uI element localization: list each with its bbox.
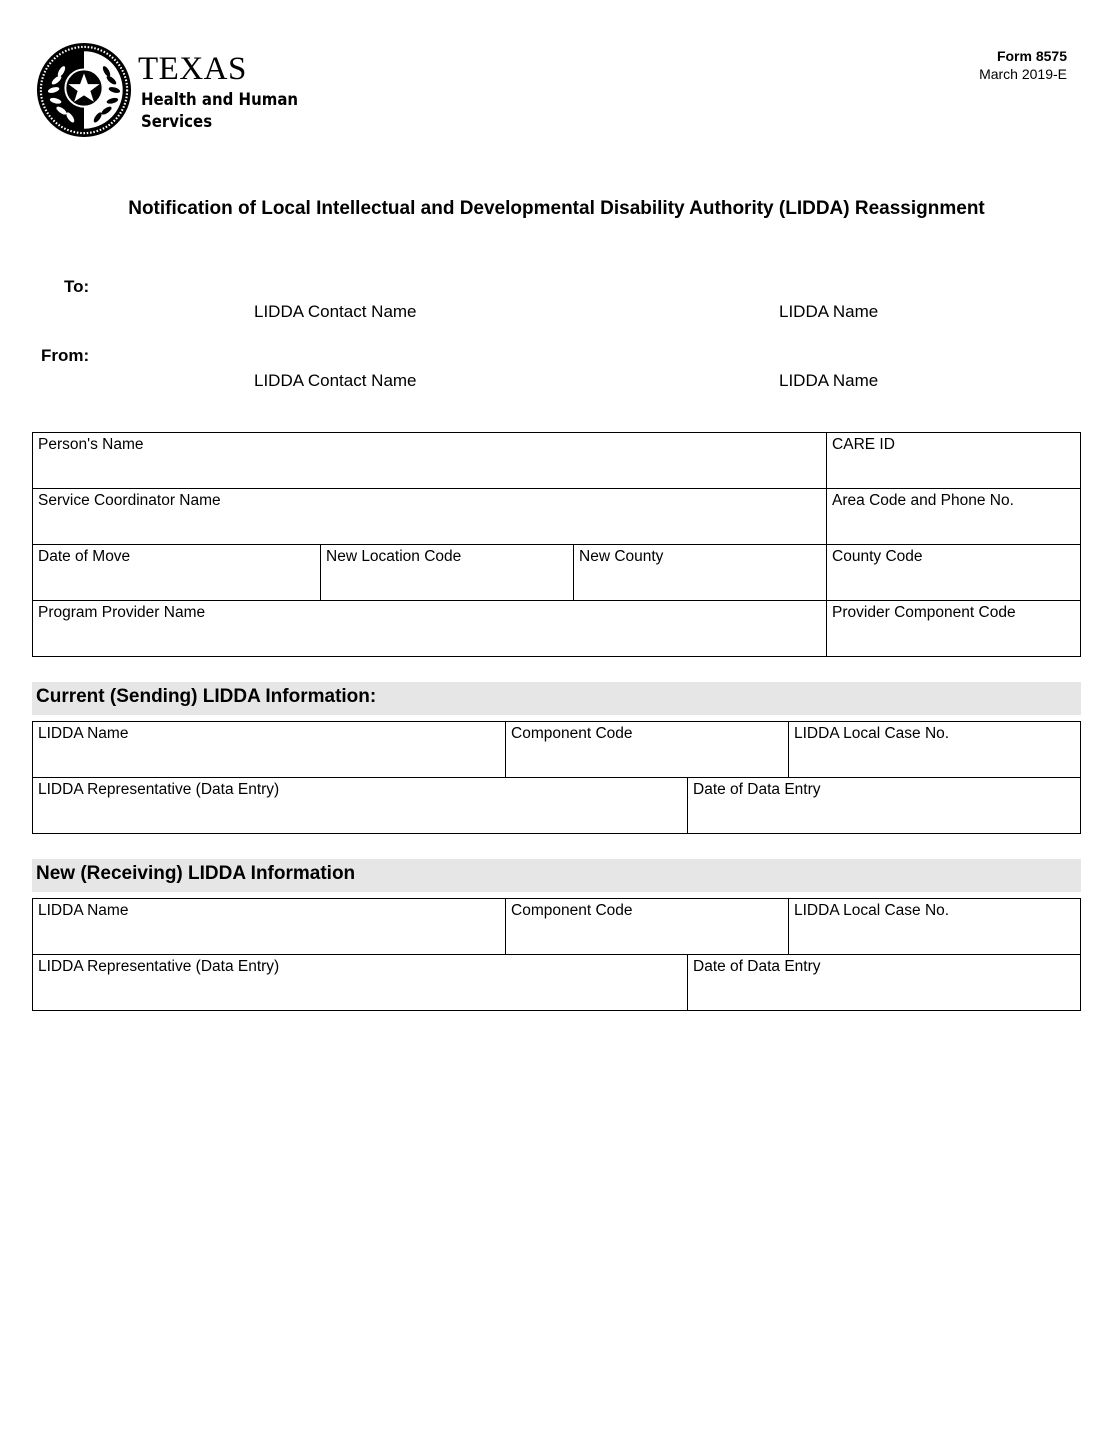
current-date-of-data-entry-field[interactable] — [688, 778, 1081, 834]
current-lidda-section-heading: Current (Sending) LIDDA Information: — [32, 682, 1081, 715]
to-contact-name-field[interactable]: LIDDA Contact Name — [254, 302, 417, 321]
new-local-case-no-field[interactable] — [789, 899, 1081, 955]
persons-name-label: Person's Name — [38, 436, 144, 453]
program-provider-name-label: Program Provider Name — [38, 604, 206, 621]
new-local-case-no-label: LIDDA Local Case No. — [794, 902, 950, 919]
to-label: To: — [64, 277, 90, 296]
to-lidda-name-field[interactable]: LIDDA Name — [779, 302, 879, 321]
new-date-of-data-entry-field[interactable] — [688, 955, 1081, 1011]
program-provider-name-field[interactable] — [33, 601, 827, 657]
new-lidda-section-heading: New (Receiving) LIDDA Information — [32, 859, 1081, 892]
area-code-phone-field[interactable] — [827, 489, 1081, 545]
current-date-of-data-entry-label: Date of Data Entry — [693, 781, 821, 798]
new-representative-field[interactable] — [33, 955, 688, 1011]
new-county-label: New County — [579, 548, 664, 565]
current-local-case-no-field[interactable] — [789, 722, 1081, 778]
date-of-move-label: Date of Move — [38, 548, 131, 565]
from-contact-name-field[interactable]: LIDDA Contact Name — [254, 371, 417, 390]
logo-hhs-text-line2: Services — [141, 112, 213, 132]
hhs-logo — [35, 41, 299, 141]
person-info-table — [32, 432, 1081, 657]
form-number: Form 8575 — [996, 48, 1067, 64]
date-of-move-field[interactable] — [33, 545, 321, 601]
current-lidda-name-label: LIDDA Name — [38, 725, 129, 742]
new-location-code-field[interactable] — [321, 545, 574, 601]
area-code-phone-label: Area Code and Phone No. — [832, 492, 1014, 509]
current-representative-label: LIDDA Representative (Data Entry) — [38, 781, 280, 798]
current-lidda-name-field[interactable] — [33, 722, 506, 778]
new-component-code-label: Component Code — [511, 902, 633, 919]
new-representative-label: LIDDA Representative (Data Entry) — [38, 958, 280, 975]
new-lidda-name-label: LIDDA Name — [38, 902, 129, 919]
logo-hhs-text-line1: Health and Human — [141, 90, 299, 110]
new-date-of-data-entry-label: Date of Data Entry — [693, 958, 821, 975]
service-coordinator-name-field[interactable] — [33, 489, 827, 545]
new-lidda-name-field[interactable] — [33, 899, 506, 955]
new-lidda-table — [32, 898, 1081, 1011]
form-number-block — [979, 47, 1067, 83]
care-id-field[interactable] — [827, 433, 1081, 489]
new-county-field[interactable] — [574, 545, 827, 601]
county-code-field[interactable] — [827, 545, 1081, 601]
current-local-case-no-label: LIDDA Local Case No. — [794, 725, 950, 742]
care-id-label: CARE ID — [832, 436, 895, 453]
current-component-code-label: Component Code — [511, 725, 633, 742]
persons-name-field[interactable] — [33, 433, 827, 489]
from-lidda-name-field[interactable]: LIDDA Name — [779, 371, 879, 390]
logo-texas-text: TEXAS — [138, 51, 247, 87]
service-coordinator-name-label: Service Coordinator Name — [38, 492, 221, 509]
page-title: Notification of Local Intellectual and Developmental Disability Authority (LIDDA) Reassignment — [128, 198, 985, 219]
form-revision: March 2019-E — [979, 66, 1067, 82]
new-location-code-label: New Location Code — [326, 548, 462, 565]
current-lidda-table — [32, 721, 1081, 834]
current-component-code-field[interactable] — [506, 722, 789, 778]
current-representative-field[interactable] — [33, 778, 688, 834]
provider-component-code-label: Provider Component Code — [832, 604, 1016, 621]
texas-seal-icon — [35, 41, 133, 139]
new-component-code-field[interactable] — [506, 899, 789, 955]
county-code-label: County Code — [832, 548, 923, 565]
from-label: From: — [41, 346, 90, 365]
provider-component-code-field[interactable] — [827, 601, 1081, 657]
